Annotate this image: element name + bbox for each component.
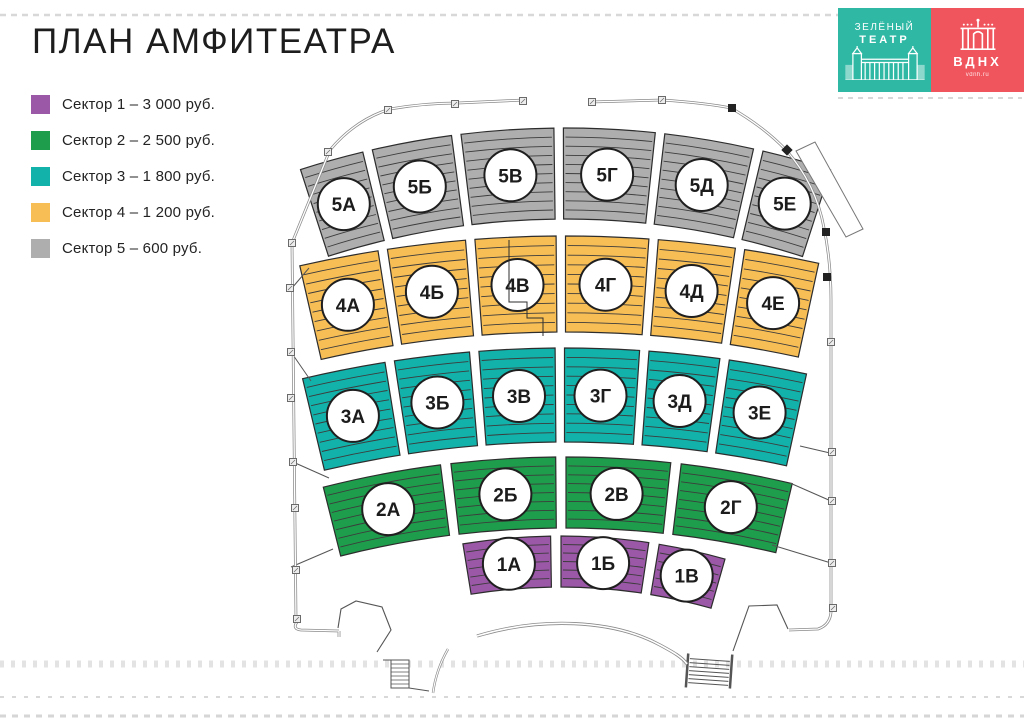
seat-section[interactable] [372, 136, 463, 239]
railing-post [829, 560, 836, 567]
seat-section[interactable] [651, 240, 736, 344]
seat-section[interactable] [451, 457, 556, 534]
railing-post [289, 240, 296, 247]
section-label: 4Е [761, 294, 785, 316]
railing-post [829, 498, 836, 505]
section-label: 3Б [425, 393, 450, 415]
seat-section[interactable] [387, 240, 473, 344]
seat-section[interactable] [566, 457, 671, 533]
seat-section[interactable] [301, 152, 385, 256]
railing-post [293, 567, 300, 574]
section-label: 1А [496, 554, 522, 576]
section-label: 3В [506, 387, 532, 408]
railing-post [830, 605, 837, 612]
left-stairs [383, 660, 429, 691]
seat-section[interactable] [673, 464, 792, 553]
seat-section[interactable] [479, 348, 556, 445]
vdnh-logo-site: vdnh.ru [965, 72, 990, 78]
railing-post [294, 616, 301, 623]
seat-section[interactable] [461, 128, 555, 225]
section-label: 2Г [720, 498, 742, 520]
legend-item-label: Сектор 1 – 3 000 руб. [62, 96, 215, 113]
stage-front-edge [477, 623, 687, 664]
railing-post [729, 105, 736, 112]
green-theatre-logo-line2: ТЕАТР [859, 34, 910, 46]
section-label: 1В [674, 566, 699, 588]
railing-post [828, 339, 835, 346]
seat-section[interactable] [642, 351, 720, 452]
section-label: 5Е [773, 194, 797, 216]
section-label: 2А [376, 500, 401, 522]
seating-sections [300, 128, 831, 608]
railing-post [520, 98, 527, 105]
section-label: 2В [604, 484, 629, 506]
railing-post [325, 149, 332, 156]
seat-section[interactable] [394, 352, 477, 454]
seat-section[interactable] [730, 250, 818, 358]
seat-section[interactable] [303, 362, 400, 470]
section-label: 5Б [407, 177, 432, 199]
green-theatre-logo [838, 8, 931, 92]
green-theatre-building-icon [843, 46, 927, 80]
railing-post [589, 99, 596, 106]
seat-section[interactable] [563, 128, 655, 223]
right-walkway-outline [733, 605, 788, 651]
section-label: 4Б [419, 282, 445, 304]
left-walkway-outline [338, 601, 391, 652]
railing-post [290, 459, 297, 466]
section-label: 5В [498, 166, 523, 188]
seat-section[interactable] [323, 465, 449, 556]
seat-section[interactable] [300, 251, 393, 360]
legend-item-label: Сектор 4 – 1 200 руб. [62, 204, 215, 221]
legend-item-label: Сектор 3 – 1 800 руб. [62, 168, 215, 185]
seat-section[interactable] [654, 134, 753, 238]
seat-section[interactable] [566, 236, 649, 335]
section-label: 5Г [596, 165, 618, 187]
green-theatre-logo-line1: ЗЕЛЁНЫЙ [854, 22, 915, 33]
section-label: 2Б [493, 485, 518, 507]
section-label: 4Г [594, 275, 617, 297]
left-stairs-curve [433, 649, 448, 693]
railing-post [288, 395, 295, 402]
section-label: 3Д [667, 392, 692, 413]
vdnh-logo-name: ВДНХ [953, 54, 1002, 69]
railing-post [288, 349, 295, 356]
section-label: 5А [331, 195, 356, 217]
railing-post [659, 97, 666, 104]
railing-post [824, 274, 831, 281]
railing-post [292, 505, 299, 512]
railing-post [829, 449, 836, 456]
seat-section[interactable] [565, 348, 640, 444]
vdnh-logo [931, 8, 1024, 92]
right-stairs [686, 652, 732, 691]
logo-block [838, 8, 1024, 92]
section-label: 4В [505, 276, 530, 297]
seat-section[interactable] [716, 360, 807, 466]
section-label: 4Д [679, 282, 704, 303]
railing-post [452, 101, 459, 108]
section-label: 3А [340, 406, 366, 428]
seat-section[interactable] [561, 536, 649, 593]
section-label: 4А [335, 295, 361, 317]
railing-post [385, 107, 392, 114]
seat-section[interactable] [475, 236, 557, 335]
section-label: 5Д [689, 176, 714, 197]
section-label: 1Б [590, 554, 616, 576]
page-title: ПЛАН АМФИТЕАТРА [32, 22, 396, 61]
seat-section[interactable] [463, 536, 552, 594]
railing-post [287, 285, 294, 292]
railing-post [823, 229, 830, 236]
legend-item-label: Сектор 5 – 600 руб. [62, 240, 203, 257]
section-label: 3Е [747, 403, 772, 425]
section-label: 3Г [589, 386, 612, 408]
legend-item-label: Сектор 2 – 2 500 руб. [62, 132, 215, 149]
vdnh-arch-icon [954, 18, 1002, 52]
seat-section[interactable] [651, 544, 725, 608]
